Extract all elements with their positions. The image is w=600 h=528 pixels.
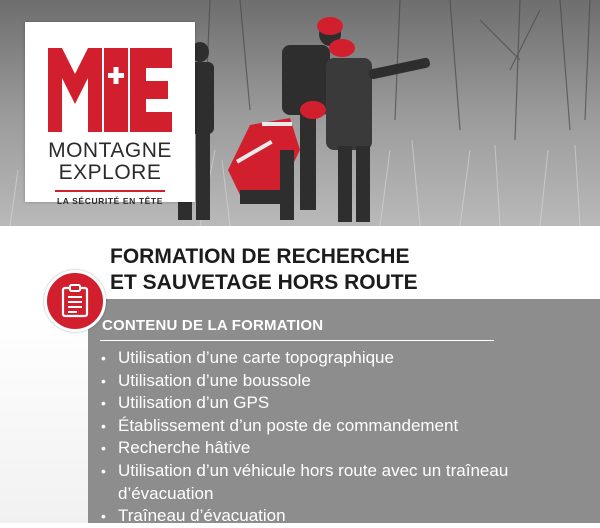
logo-card xyxy=(25,22,195,206)
logo-tagline: LA SÉCURITÉ EN TÊTE xyxy=(56,196,163,206)
logo-mark-icon xyxy=(48,48,172,132)
clipboard-icon xyxy=(61,284,89,318)
content-list xyxy=(100,347,520,528)
list-item: • Utilisation d’un GPS xyxy=(100,392,520,415)
content-heading: CONTENU DE LA FORMATION xyxy=(102,317,324,334)
content-heading-divider xyxy=(100,340,494,341)
list-item: • Utilisation d’un véhicule hors route avec un traîneau d’évacuation xyxy=(100,460,520,505)
document-title-line2: ET SAUVETAGE HORS ROUTE xyxy=(110,271,418,294)
list-item: • Traîneau d’évacuation xyxy=(100,505,520,528)
list-item: • Établissement d’un poste de commandement xyxy=(100,415,520,438)
logo-name-line2: EXPLORE xyxy=(58,161,162,184)
clipboard-badge xyxy=(44,270,106,332)
document-title-line1: FORMATION DE RECHERCHE xyxy=(110,245,410,268)
list-item: • Utilisation d’une carte topographique xyxy=(100,347,520,370)
list-item: • Utilisation d’une boussole xyxy=(100,370,520,393)
logo-name-line1: MONTAGNE xyxy=(48,139,172,162)
logo-divider xyxy=(55,190,165,192)
list-item: • Recherche hâtive xyxy=(100,437,520,460)
